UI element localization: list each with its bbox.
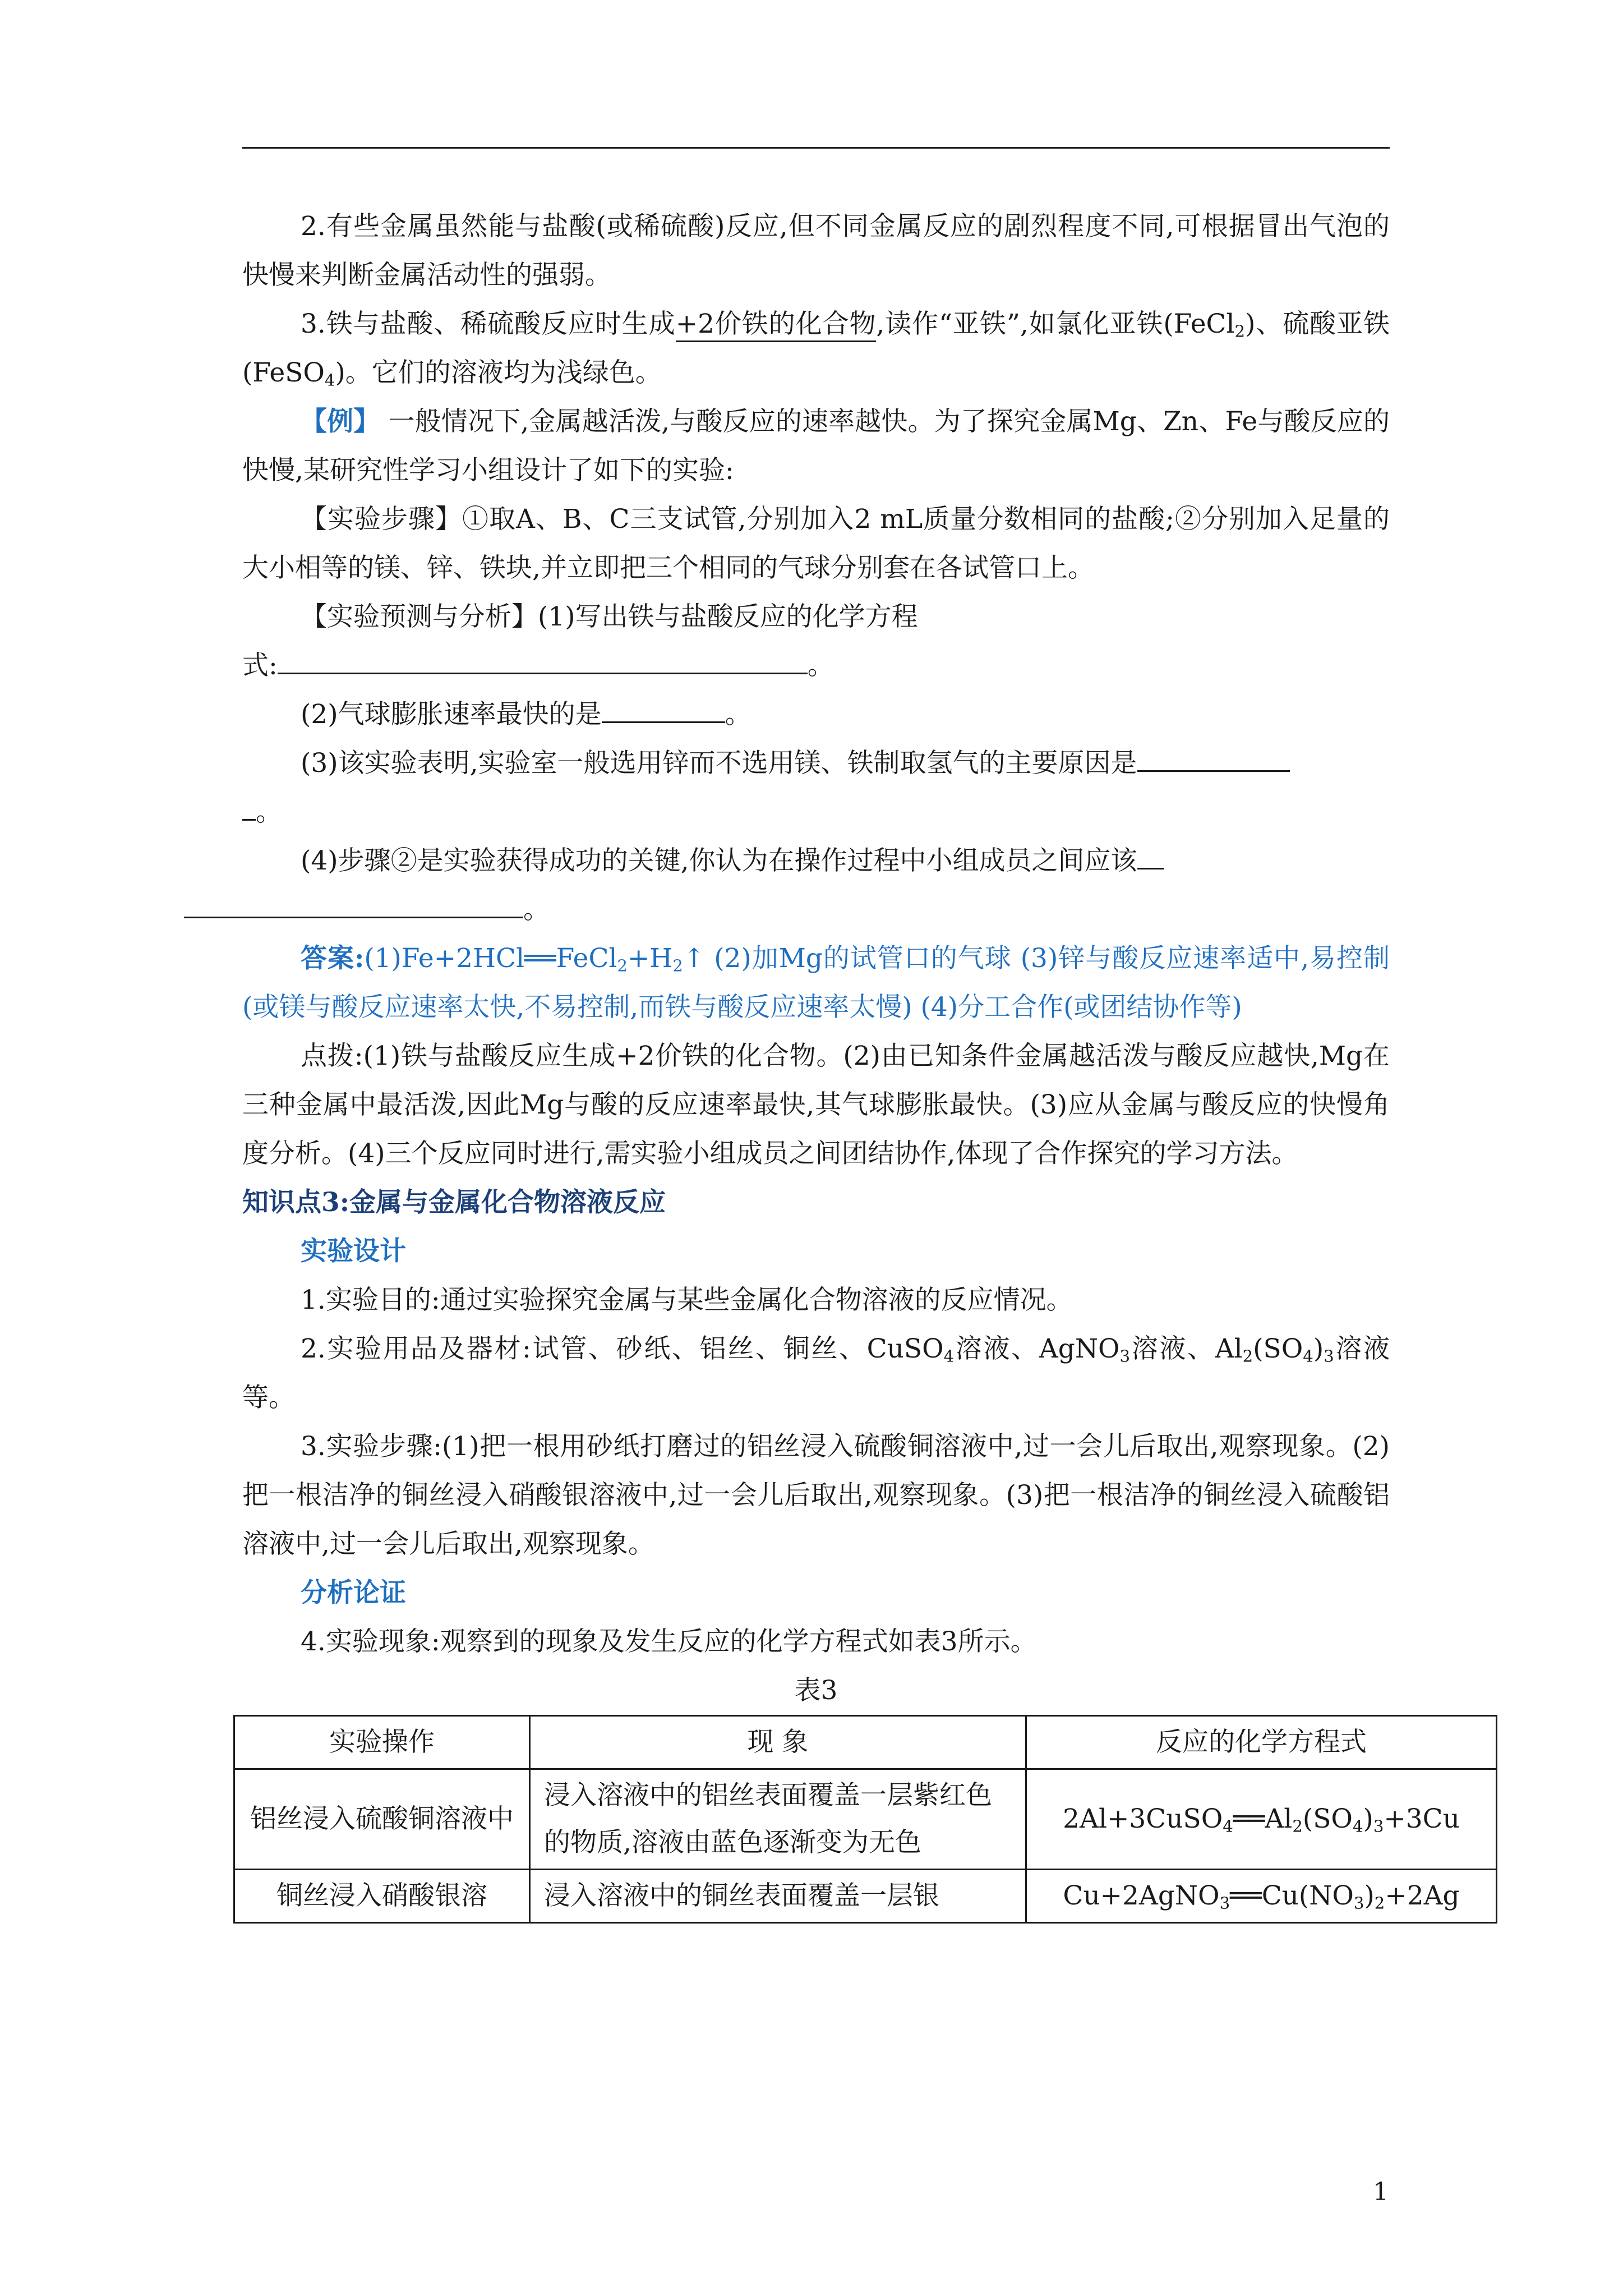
answer-blank-4[interactable] [1137,841,1164,869]
subscript: 2 [1234,321,1246,341]
subscript: 2 [1292,1816,1303,1836]
answer-blank-4-cont[interactable] [184,890,523,918]
step-2 [242,1324,1390,1422]
answer-text: (2)加Mg的试管口的气球 (3)锌与酸反应速率适中,易控制(或镁与酸反应速率太快,不易控制,而铁与酸反应速率太慢) (4)分工合作(或团结协作等) [242,943,1390,1023]
header-rule [242,147,1390,149]
text: (4)步骤②是实验获得成功的关键,你认为在操作过程中小组成员之间应该 [301,845,1137,876]
subscript: 2 [1374,1893,1385,1913]
header-equation: 反应的化学方程式 [1026,1716,1497,1769]
step-3: 3.实验步骤:(1)把一根用砂纸打磨过的铝丝浸入硫酸铜溶液中,过一会儿后取出,观察现象。(2)把一根洁净的铜丝浸入硝酸银溶液中,过一会儿后取出,观察现象。(3)把一根洁净的铜丝浸入硫酸铝溶液中,过一会儿后取出,观察现象。 [242,1431,1390,1559]
text: +2Ag [1385,1880,1460,1911]
cell-equation [1026,1769,1497,1870]
subscript: 3 [1219,1893,1230,1913]
question-1-line2 [242,641,1390,690]
subscript: 4 [1303,1346,1313,1366]
subscript: 4 [1352,1816,1363,1836]
equals-sign: ══ [524,943,556,974]
subscript: 3 [1353,1893,1364,1913]
equals-sign: ══ [1230,1880,1262,1911]
question-4 [242,836,1390,934]
underlined-term: +2价铁的化合物 [676,309,877,342]
subscript: 4 [943,1346,955,1366]
text: ,读作“亚铁”,如氯化亚铁(FeCl [876,309,1235,339]
table-row [234,1870,1497,1923]
text: 3.铁与盐酸、稀硫酸反应时生成 [301,309,676,339]
question-2 [242,690,1390,739]
step-1: 1.实验目的:通过实验探究金属与某些金属化合物溶液的反应情况。 [301,1285,1073,1315]
text: Cu(NO [1261,1880,1354,1911]
paragraph-2: 2.有些金属虽然能与盐酸(或稀硫酸)反应,但不同金属反应的剧烈程度不同,可根据冒出气泡的快慢来判断金属活动性的强弱。 [242,211,1390,291]
cell-phenomenon: 浸入溶液中的铜丝表面覆盖一层银 [530,1870,1026,1923]
text: 式: [242,650,278,681]
page-content [242,202,1460,1924]
question-3 [242,739,1390,836]
subscript: 4 [324,370,335,390]
text: ↑ [683,943,706,974]
header-operation: 实验操作 [234,1716,530,1769]
cell-operation: 铜丝浸入硝酸银溶 [234,1870,530,1923]
section-heading: 知识点3:金属与金属化合物溶液反应 [242,1187,666,1218]
subscript: 2 [1242,1346,1253,1366]
text: 2Al+3CuSO [1063,1803,1223,1834]
subscript: 3 [1119,1346,1131,1366]
text: +H [628,943,673,974]
subscript: 2 [617,956,628,976]
text: ) [1364,1880,1375,1911]
text: 溶液、Al [1130,1333,1243,1364]
example-paragraph [242,397,1390,495]
subheading-design: 实验设计 [301,1236,406,1267]
results-table [233,1715,1497,1924]
text: +3Cu [1384,1803,1460,1834]
text: )、硫酸亚铁(FeSO [242,309,1390,388]
subscript: 4 [1223,1816,1233,1836]
text: 溶液、AgNO [954,1333,1120,1364]
text: 。 [807,650,834,681]
answer-blank-3-cont[interactable] [242,792,256,821]
text: (3)该实验表明,实验室一般选用锌而不选用镁、铁制取氢气的主要原因是 [301,748,1137,779]
answer-blank-1[interactable] [278,646,808,674]
answer-blank-3[interactable] [1137,743,1290,772]
page-number: 1 [1373,2178,1389,2206]
text: 。 [256,797,282,827]
text: 。 [725,699,751,730]
text: Cu+2AgNO [1063,1880,1220,1911]
text: ) [1313,1333,1324,1364]
experiment-steps: 【实验步骤】①取A、B、C三支试管,分别加入2 mL质量分数相同的盐酸;②分别加入足量的大小相等的镁、锌、铁块,并立即把三个相同的气球分别套在各试管口上。 [242,504,1390,583]
answer-paragraph [242,934,1390,1032]
cell-phenomenon: 浸入溶液中的铝丝表面覆盖一层紫红色的物质,溶液由蓝色逐渐变为无色 [530,1769,1026,1870]
answer-blank-2[interactable] [602,694,725,723]
example-text: 一般情况下,金属越活泼,与酸反应的速率越快。为了探究金属Mg、Zn、Fe与酸反应的快慢,某研究性学习小组设计了如下的实验: [242,406,1390,486]
paragraph-3 [242,300,1390,397]
step-4: 4.实验现象:观察到的现象及发生反应的化学方程式如表3所示。 [301,1626,1037,1657]
subheading-analysis: 分析论证 [301,1577,406,1608]
text: Al [1265,1803,1293,1834]
table-header-row [234,1716,1497,1769]
subscript: 3 [1324,1346,1334,1366]
text: (SO [1302,1803,1353,1834]
tip-paragraph: 点拨:(1)铁与盐酸反应生成+2价铁的化合物。(2)由已知条件金属越活泼与酸反应越快,Mg在三种金属中最活泼,因此Mg与酸的反应速率最快,其气球膨胀最快。(3)应从金属与酸反应的快慢角度分析。(4)三个反应同时进行,需实验小组成员之间团结协作,体现了合作探究的学习方法。 [242,1041,1390,1169]
answer-label: 答案: [301,943,365,974]
text: FeCl [556,943,617,974]
cell-operation: 铝丝浸入硫酸铜溶液中 [234,1769,530,1870]
text: )。它们的溶液均为浅绿色。 [335,357,662,388]
text: 2.实验用品及器材:试管、砂纸、铝丝、铜丝、CuSO [301,1333,944,1364]
table-caption: 表3 [794,1675,838,1706]
text: (1)Fe+2HCl [364,943,525,974]
subscript: 3 [1373,1816,1384,1836]
text: 溶液等。 [242,1333,1390,1413]
equals-sign: ══ [1233,1803,1265,1834]
subscript: 2 [672,956,683,976]
text: 。 [523,894,550,925]
example-label: 【例】 [301,406,380,437]
cell-equation [1026,1870,1497,1923]
question-1-line1: 【实验预测与分析】(1)写出铁与盐酸反应的化学方程 [301,601,918,632]
text: (2)气球膨胀速率最快的是 [301,699,602,730]
text: (SO [1253,1333,1303,1364]
header-phenomenon: 现 象 [530,1716,1026,1769]
table-row [234,1769,1497,1870]
text: ) [1363,1803,1373,1834]
